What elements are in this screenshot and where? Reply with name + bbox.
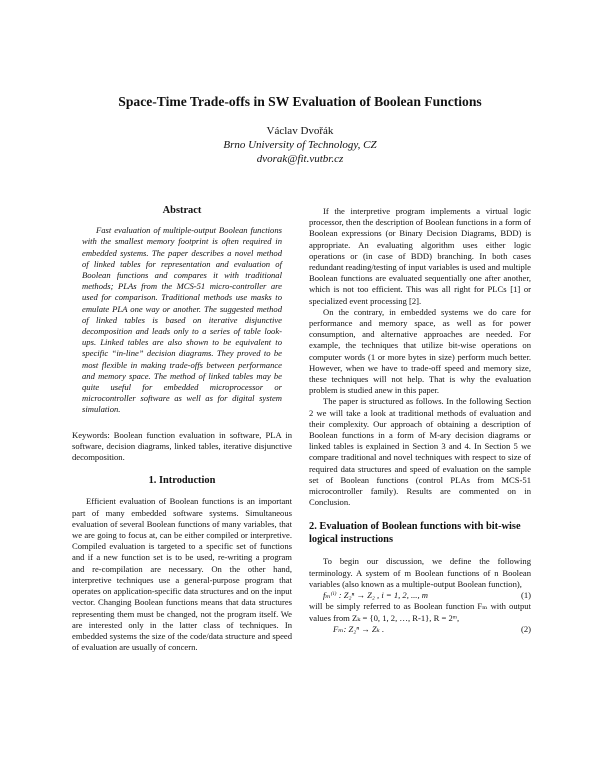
right-paragraph-1: If the interpretive program implements a virtual logic processor, then the description of Boolean functions in a form of Boolean expressions (or Binary Decision Diagrams, BDD) is appropriate. An evaluating algorithm uses either logic operations or (in case of BDD) branching. In both cases redundant reading/testing of input variables is used and multiple Boolean functions are evaluated sequentially one after another, which is not too efficient. This was all right for PLCs [1] or specialized event processing [2].: [309, 206, 531, 306]
section-1-paragraph: Efficient evaluation of Boolean functions is an important part of many embedded software systems. Simultaneous evaluation of several Boolean functions of many variables, that we are going to focus at, can be either compiled or interpretive. Compiled evaluation is targeted to a specific set of functions and if a new function set is to be used, re-writing a program and re-compilation are necessary. On the other hand, interpretive techniques use a general-purpose program that operates on application-specific data structures and on the input vector. Changing Boolean functions means that data structures representing them must be changed, not the program itself. We are interested only in the latter class of techniques. In embedded systems the size of the code/data structure and speed of evaluation are usually of concern.: [72, 496, 292, 653]
equation-2-body: Fₘ: Z₂ⁿ → Zₖ .: [333, 623, 385, 634]
keywords: Keywords: Boolean function evaluation in software, PLA in software, decision diagrams, linked tables, iterative disjunctive decomposition.: [72, 429, 292, 463]
right-paragraph-3: The paper is structured as follows. In the following Section 2 we will take a look at traditional methods of evaluation and their complexity. Our approach of obtaining a description of Boolean functions in a form of M-ary decision diagrams or linked tables is explained in Section 3 and 4. In Section 5 we compare traditional and novel techniques with respect to size of required data structures and speed of evaluation on the sample set of Boolean functions (control PLAs from MCS-51 microcontroller family). Results are commented on in Conclusion.: [309, 396, 531, 508]
abstract-text: Fast evaluation of multiple-output Boolean functions with the smallest memory footprint is often required in embedded systems. The paper describes a novel method of linked tables for representation and evaluation of Boolean functions and compares it with traditional methods; PLAs from the MCS-51 micro-controller are used for comparison. Traditional methods use masks to emulate PLA one way or another. The suggested method of linked tables is based on iterative disjunctive decomposition and leads only to a series of table look-ups. Linked tables are also shown to be equivalent to specific “in-line” decision diagrams. They proved to be most flexible in making trade-offs between performance and memory space. The method of linked tables may be quite useful for embedded microprocessor or microcontroller software as well as for digital system simulation.: [82, 225, 282, 415]
author-email: dvorak@fit.vutbr.cz: [256, 153, 344, 165]
right-column: [309, 206, 531, 635]
abstract-heading: Abstract: [162, 205, 202, 216]
equation-1: [309, 590, 531, 601]
author-affiliation: Brno University of Technology, CZ: [223, 139, 377, 151]
right-paragraph-2: On the contrary, in embedded systems we do care for performance and memory space, as well as for power consumption, and alternative approaches are needed. For example, the techniques that utilize bit-wise operations on computer words (1 or more bytes in size) perform much better. However, when we have to trade-off speed and memory size, these techniques will not help. That is why the evaluation problem is studied anew in this paper.: [309, 306, 531, 396]
section-2-heading: 2. Evaluation of Boolean functions with bit-wise logical instructions: [309, 521, 521, 546]
left-column: [72, 202, 292, 653]
equation-1-body: fₘ⁽ⁱ⁾ : Z₂ⁿ → Z₂ , i = 1, 2, ..., m: [323, 590, 428, 601]
author-name: Václav Dvořák: [266, 125, 334, 137]
section-2-mid: will be simply referred to as Boolean function Fₘ with output values from Zₖ = {0, 1, 2, …, R-1}, R = 2ᵐ,: [309, 601, 531, 623]
paper-title: Space-Time Trade-offs in SW Evaluation of Boolean Functions: [118, 94, 482, 109]
section-2-intro: To begin our discussion, we define the following terminology. A system of m Boolean functions of n Boolean variables (also known as a multiple-output Boolean function),: [309, 556, 531, 589]
equation-2-number: (2): [520, 623, 531, 634]
equation-2: [309, 624, 531, 635]
section-1-heading: 1. Introduction: [148, 475, 216, 487]
equation-1-number: (1): [520, 590, 531, 601]
author-block: [0, 124, 600, 166]
